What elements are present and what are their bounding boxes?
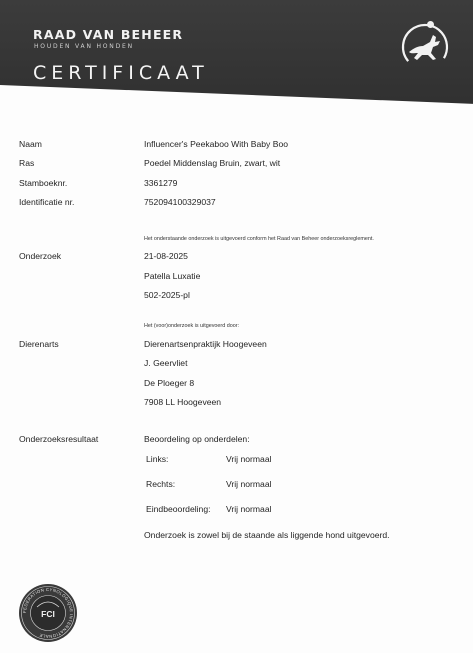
vet-note: Het (voor)onderzoek is uitgevoerd door: [144, 323, 239, 329]
right-label: Rechts: [146, 479, 176, 489]
name-label: Naam [19, 139, 42, 149]
left-label: Links: [146, 454, 169, 464]
name-value: Influencer's Peekaboo With Baby Boo [144, 139, 288, 149]
brand-tagline: HOUDEN VAN HONDEN [34, 43, 134, 50]
breed-value: Poedel Middenslag Bruin, zwart, wit [144, 158, 281, 168]
vet-label: Dierenarts [19, 339, 59, 349]
certificate-title: CERTIFICAAT [33, 62, 209, 84]
left-value: Vrij normaal [226, 454, 272, 464]
vet-practice: Dierenartsenpraktijk Hoogeveen [144, 339, 267, 349]
exam-type: Patella Luxatie [144, 271, 201, 281]
identification-value: 752094100329037 [144, 197, 216, 207]
fci-seal-icon [18, 583, 78, 643]
final-label: Eindbeoordeling: [146, 504, 211, 514]
result-remark: Onderzoek is zowel bij de staande als liggende hond uitgevoerd. [144, 530, 390, 540]
exam-number: 502-2025-pl [144, 290, 190, 300]
vet-name: J. Geervliet [144, 358, 188, 368]
seal-center-text: FCI [41, 609, 55, 619]
result-label: Onderzoeksresultaat [19, 434, 99, 444]
exam-note: Het onderstaande onderzoek is uitgevoerd conform het Raad van Beheer onderzoeksreglement. [144, 236, 374, 242]
right-value: Vrij normaal [226, 479, 272, 489]
brand-title: RAAD VAN BEHEER [33, 27, 184, 42]
result-heading: Beoordeling op onderdelen: [144, 434, 250, 444]
dog-leaping-icon [400, 22, 450, 72]
vet-street: De Ploeger 8 [144, 378, 195, 388]
breed-label: Ras [19, 158, 35, 168]
pedigree-value: 3361279 [144, 178, 178, 188]
exam-label: Onderzoek [19, 251, 62, 261]
header [0, 0, 473, 118]
seal-ring-text: FEDERATION CYNOLOGIQUE INTERNATIONALE [21, 586, 75, 640]
registered-mark-icon [427, 21, 434, 28]
exam-date: 21-08-2025 [144, 251, 188, 261]
pedigree-label: Stamboeknr. [19, 178, 68, 188]
identification-label: Identificatie nr. [19, 197, 75, 207]
final-value: Vrij normaal [226, 504, 272, 514]
vet-city: 7908 LL Hoogeveen [144, 397, 222, 407]
